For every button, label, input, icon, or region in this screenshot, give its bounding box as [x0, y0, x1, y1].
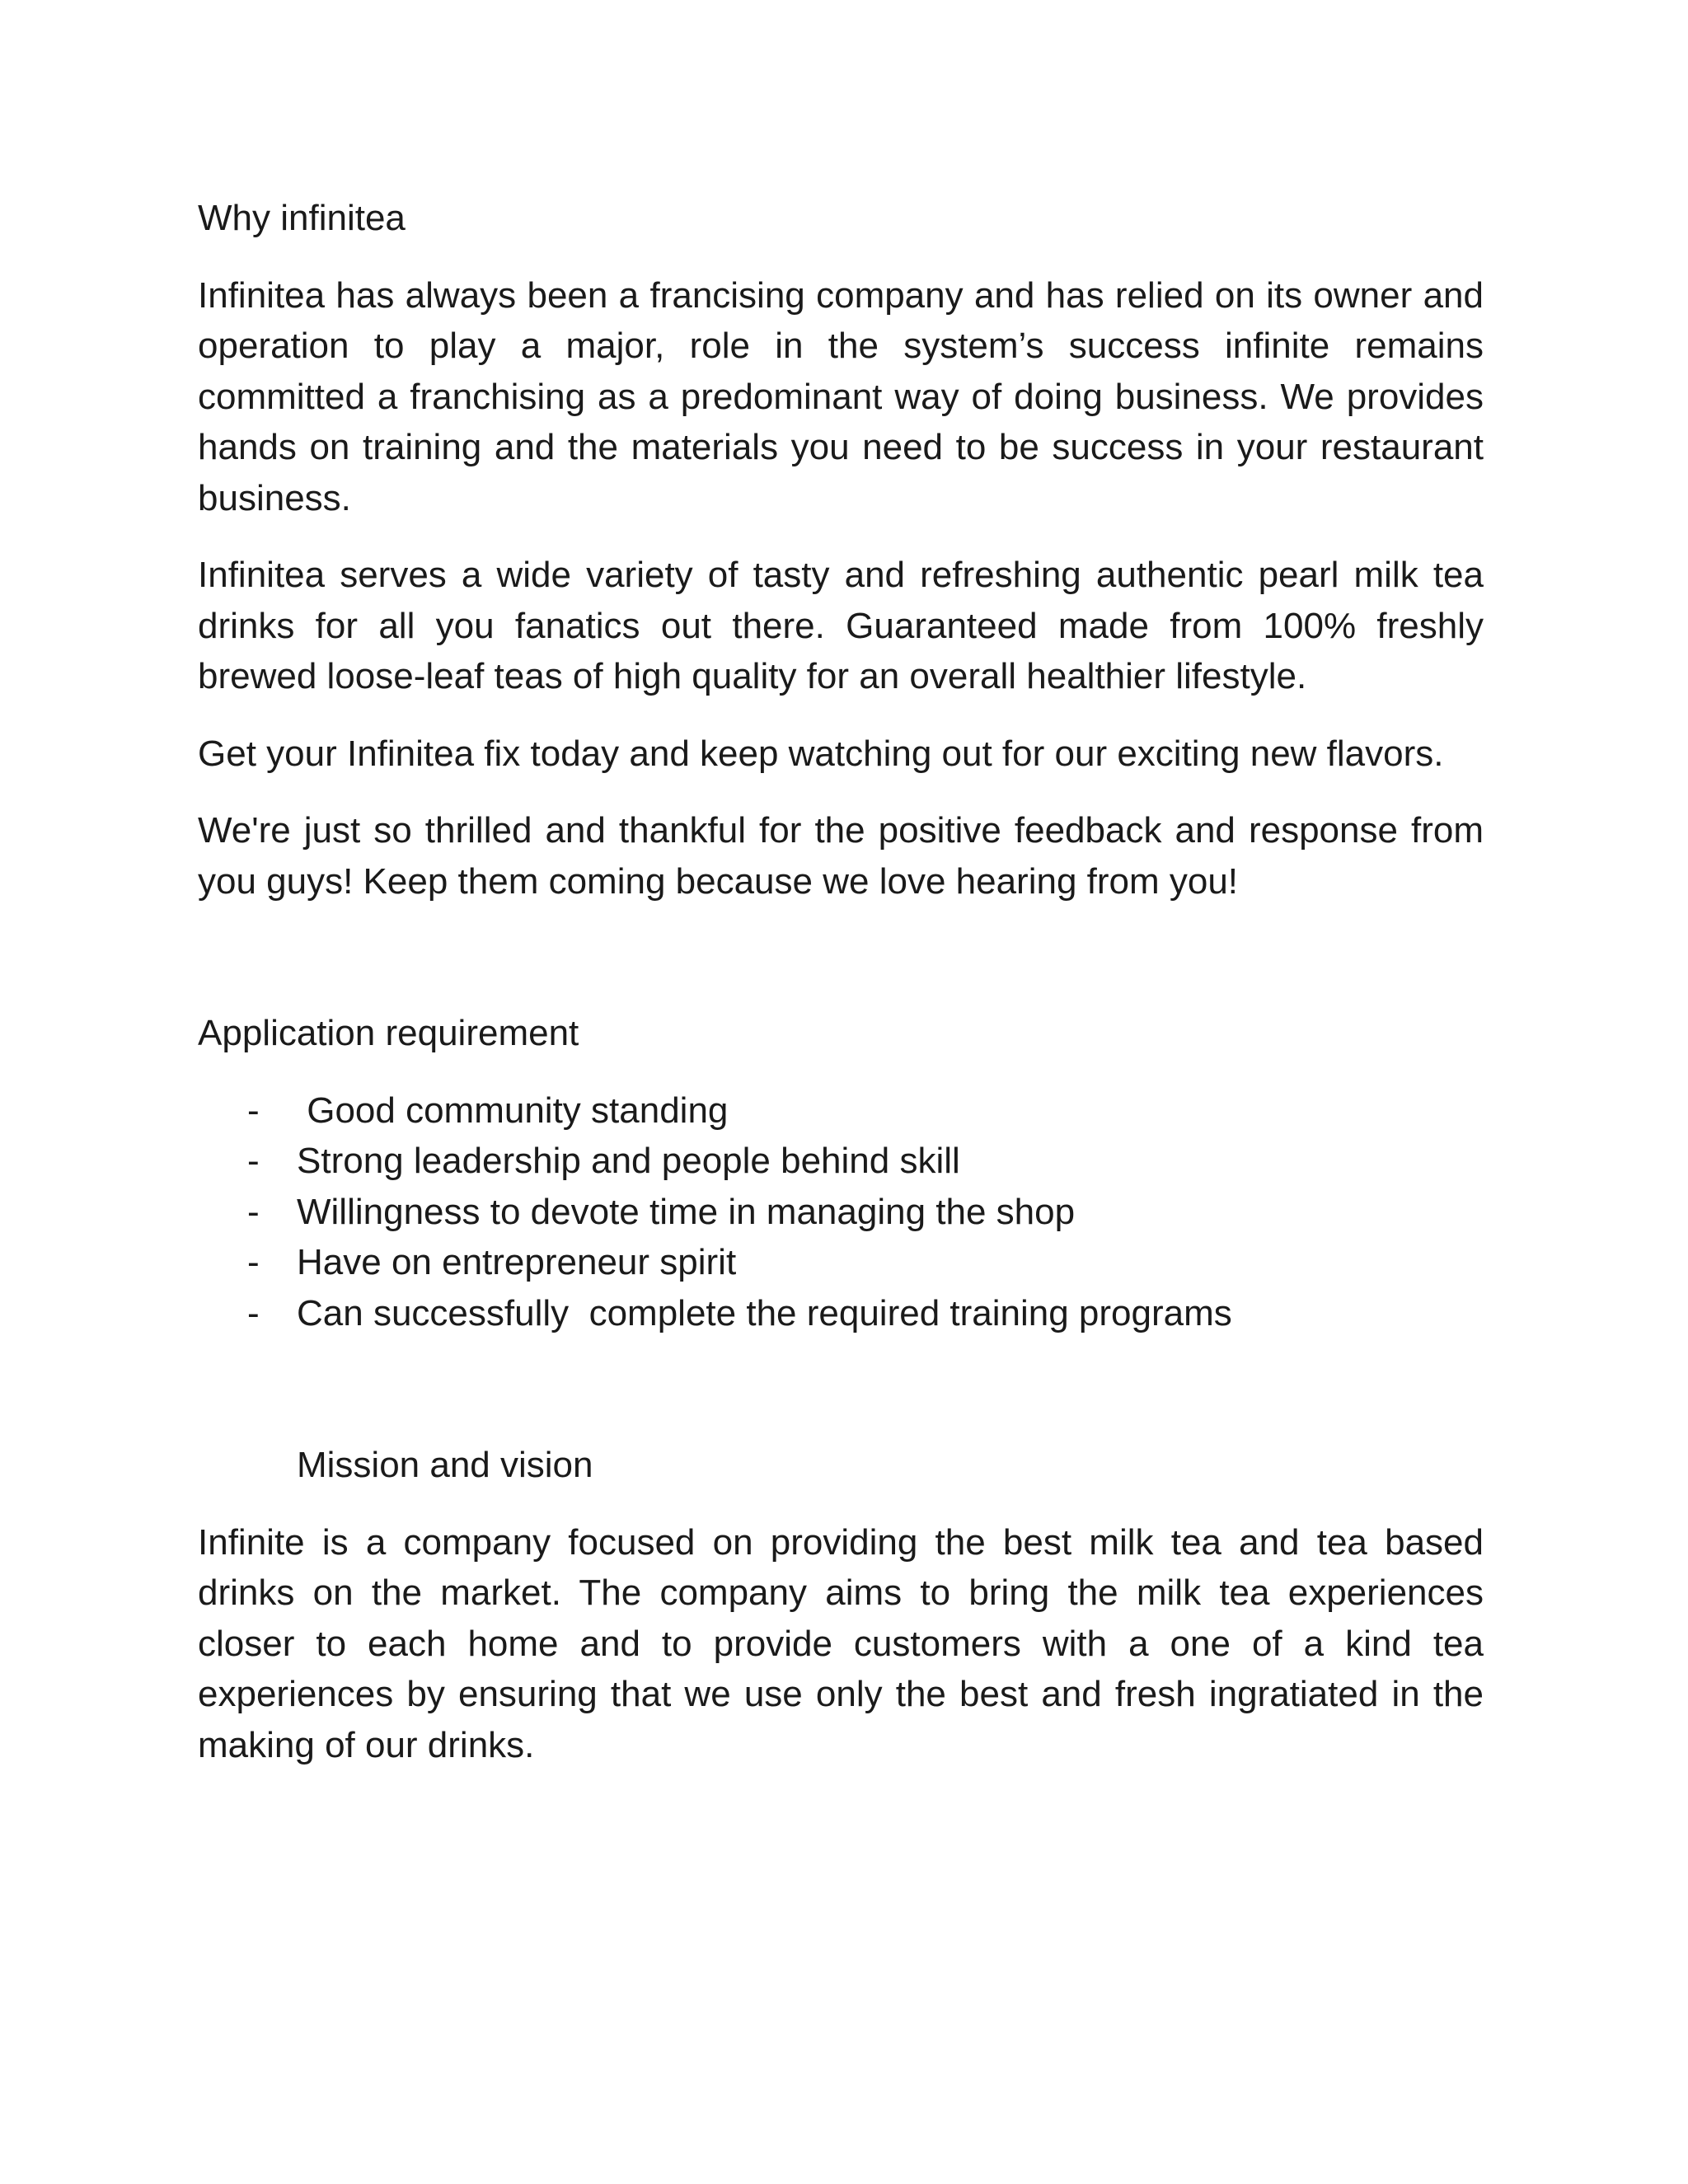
- list-bullet: -: [247, 1141, 260, 1181]
- why-paragraph-4: We're just so thrilled and thankful for the positive feedback and response from you guys! Keep them coming because we love hearing from you!: [198, 810, 1484, 902]
- list-bullet: -: [247, 1292, 260, 1333]
- why-infinitea-heading: Why infinitea: [198, 198, 406, 238]
- application-requirement-heading: Application requirement: [198, 1013, 579, 1053]
- list-bullet: -: [247, 1191, 260, 1232]
- requirement-list: [198, 1085, 1484, 1339]
- requirement-item: [198, 1136, 1484, 1187]
- list-bullet: -: [247, 1242, 260, 1282]
- requirement-text: Can successfully complete the required training programs: [297, 1292, 1232, 1333]
- requirement-item: [198, 1187, 1484, 1238]
- requirement-item: [198, 1237, 1484, 1288]
- list-bullet: -: [247, 1090, 260, 1131]
- requirement-text: Willingness to devote time in managing the shop: [297, 1191, 1076, 1232]
- requirement-text: Good community standing: [297, 1090, 729, 1131]
- mission-vision-heading: Mission and vision: [297, 1445, 593, 1485]
- requirement-text: Have on entrepreneur spirit: [297, 1242, 737, 1282]
- requirement-item: [198, 1288, 1484, 1339]
- why-paragraph-1: Infinitea has always been a francising company and has relied on its owner and operation to play a major, role in the system’s success infinite remains committed a franchising as a predominant way of doing business. We provides hands on training and the materials you need to be success in your restaurant business.: [198, 274, 1484, 518]
- why-paragraph-3: Get your Infinitea fix today and keep watching out for our exciting new flavors.: [198, 733, 1444, 774]
- why-paragraph-2: Infinitea serves a wide variety of tasty and refreshing authentic pearl milk tea drinks for all you fanatics out there. Guaranteed made from 100% freshly brewed loose-leaf teas of high quality for an overall healthier lifestyle.: [198, 555, 1484, 696]
- document-body: [198, 193, 1484, 1770]
- requirement-text: Strong leadership and people behind skill: [297, 1141, 960, 1181]
- mission-paragraph: Infinite is a company focused on providing the best milk tea and tea based drinks on the market. The company aims to bring the milk tea experiences closer to each home and to provide customers with a one of a kind tea experiences by ensuring that we use only the best and fresh ingratiated in the making of our drinks.: [198, 1521, 1484, 1765]
- requirement-item: [198, 1085, 1484, 1137]
